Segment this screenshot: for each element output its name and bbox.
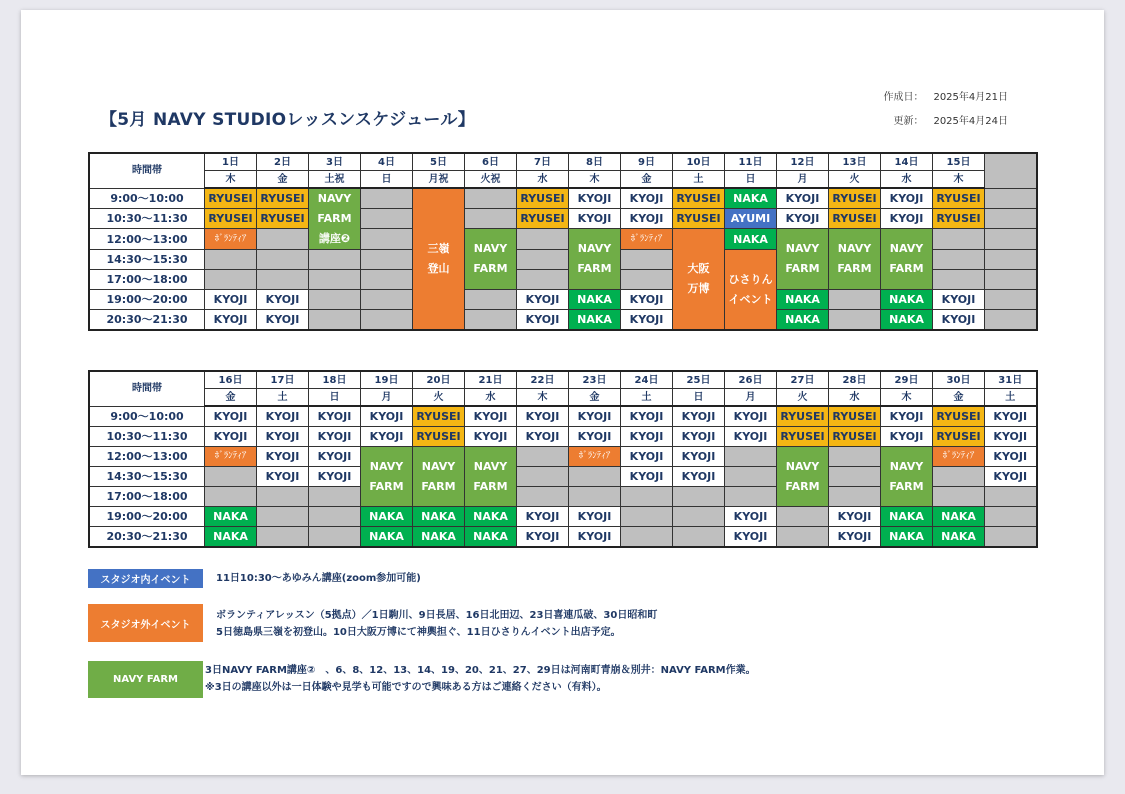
lesson-cell: RYUSEI [205,188,257,209]
lesson-cell: KYOJI [309,447,361,467]
time-slot: 19:00～20:00 [89,507,205,527]
farm-cell: NAVY FARM [361,447,413,507]
empty-cell [985,290,1037,310]
weekday-cell: 金 [569,389,621,407]
lesson-cell: RYUSEI [673,188,725,209]
empty-cell [985,209,1037,229]
time-slot: 12:00～13:00 [89,447,205,467]
empty-cell [465,209,517,229]
empty-cell [673,527,725,548]
legend-navy-farm-text: 3日NAVY FARM講座② 、6、8、12、13、14、19、20、21、27、29日は河南町青崩＆別井：NAVY FARM作業。 ※3日の講座以外は一日体験や見学も可能ですので興味ある方はご連絡ください（有料）。 [205,665,756,693]
empty-cell [985,487,1037,507]
lesson-cell: KYOJI [517,290,569,310]
lesson-cell: KYOJI [985,406,1037,427]
empty-cell [309,487,361,507]
empty-cell [829,487,881,507]
lesson-cell: KYOJI [621,467,673,487]
lesson-cell: RYUSEI [517,188,569,209]
empty-cell [517,447,569,467]
lesson-cell: NAKA [881,507,933,527]
lesson-cell: RYUSEI [777,427,829,447]
weekday-cell: 火 [829,171,881,189]
lesson-cell: RYUSEI [829,427,881,447]
empty-cell [621,487,673,507]
lesson-cell: KYOJI [569,427,621,447]
time-slot: 12:00～13:00 [89,229,205,250]
legend-outside-event: スタジオ外イベント [88,604,203,642]
empty-cell [309,527,361,548]
outside-event-cell: 三嶺 登山 [413,188,465,330]
lesson-cell: RYUSEI [933,188,985,209]
empty-cell [517,250,569,270]
time-slot: 10:30～11:30 [89,427,205,447]
date-cell: 29日 [881,371,933,389]
lesson-cell: RYUSEI [205,209,257,229]
lesson-cell: KYOJI [725,427,777,447]
lesson-cell: KYOJI [725,406,777,427]
empty-cell [517,229,569,250]
lesson-cell: KYOJI [673,447,725,467]
empty-cell [985,527,1037,548]
empty-cell [361,209,413,229]
date-cell: 26日 [725,371,777,389]
weekday-cell: 日 [725,171,777,189]
volunteer-cell: ﾎﾞﾗﾝﾃｨｱ [205,447,257,467]
lesson-cell: NAKA [413,527,465,548]
weekday-cell: 月 [777,171,829,189]
empty-cell [933,270,985,290]
date-cell: 6日 [465,153,517,171]
lesson-cell: KYOJI [985,427,1037,447]
farm-event-cell: NAVY FARM 講座❷ [309,188,361,250]
empty-cell [985,229,1037,250]
volunteer-cell: ﾎﾞﾗﾝﾃｨｱ [621,229,673,250]
empty-cell [777,507,829,527]
date-cell: 27日 [777,371,829,389]
date-cell: 24日 [621,371,673,389]
empty-cell [621,507,673,527]
empty-cell [725,487,777,507]
weekday-cell: 土祝 [309,171,361,189]
empty-cell [829,290,881,310]
date-cell: 9日 [621,153,673,171]
schedule-table-first-half [88,152,1038,331]
lesson-cell: NAKA [933,507,985,527]
time-slot: 14:30～15:30 [89,467,205,487]
empty-cell [309,250,361,270]
empty-cell [725,447,777,467]
lesson-cell: RYUSEI [933,427,985,447]
weekday-cell: 土 [673,171,725,189]
date-cell: 5日 [413,153,465,171]
empty-cell [829,310,881,331]
lesson-cell: KYOJI [517,527,569,548]
empty-cell [465,188,517,209]
weekday-cell: 水 [465,389,517,407]
lesson-cell: KYOJI [725,527,777,548]
lesson-cell: KYOJI [361,406,413,427]
lesson-cell: KYOJI [257,310,309,331]
lesson-cell: NAKA [777,310,829,331]
empty-cell [985,188,1037,209]
date-cell: 31日 [985,371,1037,389]
empty-cell [517,467,569,487]
lesson-cell: KYOJI [777,188,829,209]
time-slot: 9:00～10:00 [89,188,205,209]
empty-cell [777,527,829,548]
lesson-cell: NAKA [725,188,777,209]
date-cell: 7日 [517,153,569,171]
lesson-cell: RYUSEI [829,188,881,209]
empty-cell [465,310,517,331]
lesson-cell: KYOJI [673,406,725,427]
lesson-cell: KYOJI [933,290,985,310]
studio-event-cell: AYUMI [725,209,777,229]
date-cell: 30日 [933,371,985,389]
lesson-cell: NAKA [881,290,933,310]
date-cell: 19日 [361,371,413,389]
empty-cell [465,290,517,310]
empty-cell [257,487,309,507]
date-cell: 16日 [205,371,257,389]
lesson-cell: KYOJI [517,507,569,527]
lesson-cell: KYOJI [569,188,621,209]
empty-cell [829,447,881,467]
lesson-cell: KYOJI [985,447,1037,467]
empty-cell [309,310,361,331]
date-cell: 23日 [569,371,621,389]
weekday-cell: 金 [933,389,985,407]
date-cell: 11日 [725,153,777,171]
lesson-cell: RYUSEI [777,406,829,427]
lesson-cell: NAKA [881,527,933,548]
time-slot: 19:00～20:00 [89,290,205,310]
empty-cell [621,527,673,548]
lesson-cell: KYOJI [309,467,361,487]
lesson-cell: KYOJI [569,507,621,527]
empty-cell [361,270,413,290]
empty-cell [257,507,309,527]
lesson-cell: KYOJI [621,290,673,310]
lesson-cell: NAKA [361,527,413,548]
weekday-cell: 木 [205,171,257,189]
date-cell: 18日 [309,371,361,389]
empty-cell [309,270,361,290]
empty-cell [673,487,725,507]
time-slot: 9:00～10:00 [89,406,205,427]
empty-cell [257,270,309,290]
time-slot: 20:30～21:30 [89,310,205,331]
legend-studio-event-text: 11日10:30～あゆみん講座(zoom参加可能) [216,573,421,584]
farm-cell: NAVY FARM [777,447,829,507]
weekday-cell: 金 [205,389,257,407]
empty-cell [361,290,413,310]
lesson-cell: NAKA [205,527,257,548]
empty-cell [829,467,881,487]
lesson-cell: RYUSEI [673,209,725,229]
weekday-cell: 土 [985,389,1037,407]
lesson-cell: KYOJI [257,406,309,427]
lesson-cell: NAKA [569,310,621,331]
date-cell: 13日 [829,153,881,171]
empty-cell [309,507,361,527]
lesson-cell: KYOJI [205,290,257,310]
weekday-cell: 土 [621,389,673,407]
date-cell: 12日 [777,153,829,171]
lesson-cell: RYUSEI [829,209,881,229]
weekday-cell: 水 [517,171,569,189]
empty-cell [257,250,309,270]
farm-cell: NAVY FARM [569,229,621,290]
weekday-cell: 火 [413,389,465,407]
outside-event-cell: ひさりん イベント [725,250,777,331]
weekday-cell: 月 [725,389,777,407]
weekday-cell: 水 [829,389,881,407]
empty-cell [933,487,985,507]
weekday-cell: 木 [517,389,569,407]
lesson-cell: KYOJI [725,507,777,527]
empty-cell [985,507,1037,527]
lesson-cell: KYOJI [933,310,985,331]
updated-date: 更新： 2025年4月24日 [893,116,1008,127]
empty-cell [361,310,413,331]
empty-cell [933,229,985,250]
lesson-cell: KYOJI [621,209,673,229]
date-cell: 2日 [257,153,309,171]
schedule-table-second-half [88,370,1038,548]
outside-event-cell: 大阪 万博 [673,229,725,331]
date-cell: 20日 [413,371,465,389]
empty-cell [985,270,1037,290]
empty-cell [361,188,413,209]
time-slot: 14:30～15:30 [89,250,205,270]
date-cell: 3日 [309,153,361,171]
lesson-cell: KYOJI [621,447,673,467]
lesson-cell: RYUSEI [257,209,309,229]
lesson-cell: RYUSEI [257,188,309,209]
empty-cell [205,467,257,487]
empty-cell [725,467,777,487]
empty-cell [933,467,985,487]
lesson-cell: KYOJI [673,427,725,447]
lesson-cell: KYOJI [361,427,413,447]
empty-cell [205,270,257,290]
weekday-cell: 日 [673,389,725,407]
date-cell: 15日 [933,153,985,171]
lesson-cell: KYOJI [309,406,361,427]
time-slot: 10:30～11:30 [89,209,205,229]
lesson-cell: RYUSEI [413,427,465,447]
lesson-cell: KYOJI [569,406,621,427]
volunteer-cell: ﾎﾞﾗﾝﾃｨｱ [205,229,257,250]
lesson-cell: KYOJI [881,427,933,447]
weekday-cell: 火 [777,389,829,407]
lesson-cell: KYOJI [309,427,361,447]
lesson-cell: KYOJI [205,406,257,427]
weekday-cell: 月 [361,389,413,407]
lesson-cell: RYUSEI [933,209,985,229]
lesson-cell: KYOJI [621,310,673,331]
empty-cell [205,487,257,507]
time-slot: 17:00～18:00 [89,487,205,507]
lesson-cell: KYOJI [517,310,569,331]
farm-cell: NAVY FARM [881,229,933,290]
lesson-cell: KYOJI [257,447,309,467]
empty-cell [257,229,309,250]
date-cell: 25日 [673,371,725,389]
lesson-cell: NAKA [777,290,829,310]
date-cell: 4日 [361,153,413,171]
lesson-cell: NAKA [465,507,517,527]
empty-cell [257,527,309,548]
time-slot: 20:30～21:30 [89,527,205,548]
empty-cell [569,467,621,487]
weekday-cell: 木 [881,389,933,407]
empty-cell [569,487,621,507]
lesson-cell: KYOJI [205,427,257,447]
empty-date-cell [985,153,1037,188]
legend-studio-event: スタジオ内イベント [88,569,203,588]
lesson-cell: KYOJI [569,209,621,229]
lesson-cell: KYOJI [881,188,933,209]
lesson-cell: NAKA [205,507,257,527]
weekday-cell: 木 [569,171,621,189]
volunteer-cell: ﾎﾞﾗﾝﾃｨｱ [933,447,985,467]
date-cell: 14日 [881,153,933,171]
empty-cell [621,250,673,270]
empty-cell [673,507,725,527]
lesson-cell: NAKA [361,507,413,527]
weekday-cell: 金 [621,171,673,189]
time-header: 時間帯 [89,371,205,406]
page-title: 【5月 NAVY STUDIOレッスンスケジュール】 [100,110,475,130]
legend-navy-farm: NAVY FARM [88,661,203,698]
date-cell: 22日 [517,371,569,389]
weekday-cell: 土 [257,389,309,407]
lesson-cell: KYOJI [621,427,673,447]
empty-cell [985,250,1037,270]
lesson-cell: KYOJI [257,290,309,310]
lesson-cell: KYOJI [881,209,933,229]
lesson-cell: KYOJI [881,406,933,427]
empty-cell [621,270,673,290]
lesson-cell: KYOJI [985,467,1037,487]
lesson-cell: RYUSEI [933,406,985,427]
date-cell: 10日 [673,153,725,171]
lesson-cell: KYOJI [205,310,257,331]
farm-cell: NAVY FARM [829,229,881,290]
lesson-cell: KYOJI [465,427,517,447]
lesson-cell: NAKA [933,527,985,548]
weekday-cell: 日 [309,389,361,407]
lesson-cell: KYOJI [673,467,725,487]
farm-cell: NAVY FARM [777,229,829,290]
empty-cell [933,250,985,270]
weekday-cell: 火祝 [465,171,517,189]
lesson-cell: KYOJI [621,188,673,209]
lesson-cell: KYOJI [829,507,881,527]
lesson-cell: KYOJI [517,406,569,427]
lesson-cell: KYOJI [517,427,569,447]
date-cell: 17日 [257,371,309,389]
weekday-cell: 水 [881,171,933,189]
weekday-cell: 月祝 [413,171,465,189]
lesson-cell: KYOJI [465,406,517,427]
lesson-cell: NAKA [881,310,933,331]
lesson-cell: KYOJI [257,427,309,447]
lesson-cell: KYOJI [777,209,829,229]
empty-cell [517,487,569,507]
date-cell: 8日 [569,153,621,171]
farm-cell: NAVY FARM [881,447,933,507]
lesson-cell: RYUSEI [413,406,465,427]
lesson-cell: KYOJI [569,527,621,548]
lesson-cell: KYOJI [829,527,881,548]
farm-cell: NAVY FARM [413,447,465,507]
legend-outside-event-text: ボランティアレッスン（5拠点）／1日駒川、9日長居、16日北田辺、23日喜連瓜破、30日昭和町 5日徳島県三嶺を初登山。10日大阪万博にて神輿担ぐ、11日ひさりんイベント出店予定。 [216,610,658,638]
date-cell: 28日 [829,371,881,389]
lesson-cell: KYOJI [257,467,309,487]
lesson-cell: KYOJI [621,406,673,427]
farm-cell: NAVY FARM [465,229,517,290]
time-header: 時間帯 [89,153,205,188]
empty-cell [985,310,1037,331]
lesson-cell: NAKA [413,507,465,527]
empty-cell [309,290,361,310]
weekday-cell: 木 [933,171,985,189]
weekday-cell: 金 [257,171,309,189]
weekday-cell: 日 [361,171,413,189]
lesson-cell: NAKA [569,290,621,310]
empty-cell [517,270,569,290]
date-cell: 21日 [465,371,517,389]
time-slot: 17:00～18:00 [89,270,205,290]
lesson-cell: RYUSEI [517,209,569,229]
lesson-cell: RYUSEI [829,406,881,427]
empty-cell [361,229,413,250]
empty-cell [205,250,257,270]
date-cell: 1日 [205,153,257,171]
created-date: 作成日： 2025年4月21日 [883,92,1008,103]
volunteer-cell: ﾎﾞﾗﾝﾃｨｱ [569,447,621,467]
farm-cell: NAVY FARM [465,447,517,507]
empty-cell [361,250,413,270]
lesson-cell: NAKA [725,229,777,250]
lesson-cell: NAKA [465,527,517,548]
